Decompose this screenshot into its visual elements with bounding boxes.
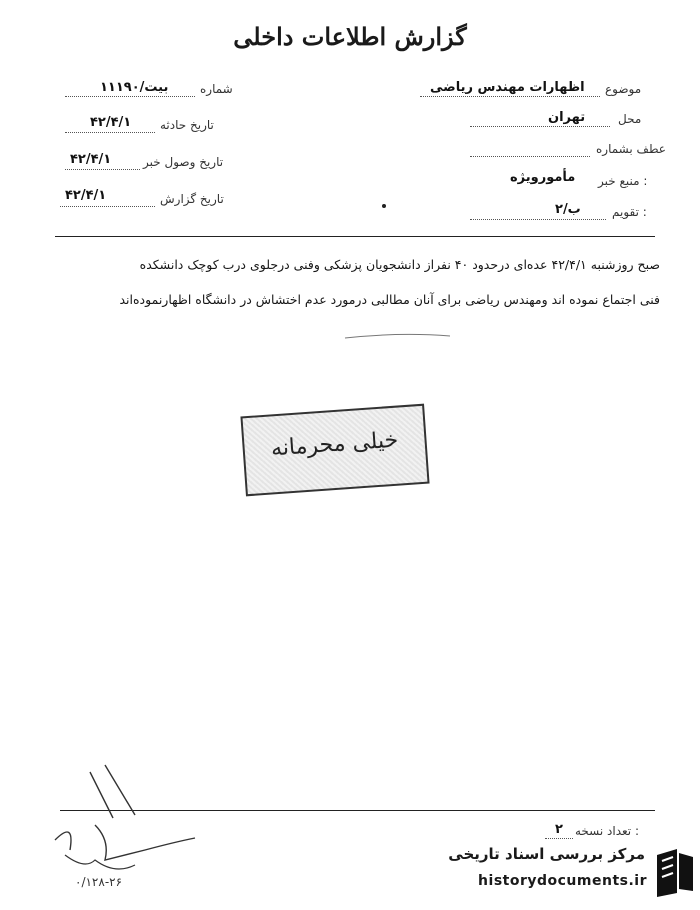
header-divider: [55, 236, 655, 237]
incident-date-dotline: [65, 132, 155, 133]
copies-value: ۲: [555, 822, 563, 837]
body-line-2: فنی اجتماع نموده اند ومهندس ریاضی برای آنان مطالبی درمورد عدم اختشاش در دانشگاه اظهارنموده‌اند: [119, 292, 660, 307]
report-date-dotline: [60, 206, 155, 207]
report-date-label: تاریخ گزارش: [160, 192, 224, 206]
number-value: ۱۱۱۹۰/بیت: [100, 80, 169, 95]
footer-org-name: مرکز بررسی اسناد تاریخی: [448, 845, 645, 863]
location-value: تهران: [548, 110, 586, 125]
body-line-1: صبح روزشنبه ۴۲/۴/۱ عده‌ای درحدود ۴۰ نفراز دانشجویان پزشکی وفنی درجلوی درب کوچک دانشکده: [139, 257, 660, 272]
report-title: گزارش اطلاعات داخلی: [233, 22, 467, 51]
copies-label: تعداد نسخه :: [575, 824, 640, 838]
handwritten-signature-icon: [35, 760, 235, 900]
number-label: شماره: [200, 82, 233, 96]
receipt-date-value: ۴۲/۴/۱: [70, 152, 112, 167]
receipt-date-label: تاریخ وصول خبر: [143, 155, 224, 169]
evaluation-value: ب/۲: [555, 202, 581, 217]
evaluation-label: تقویم :: [612, 205, 647, 219]
source-label: منبع خبر :: [598, 174, 648, 188]
evaluation-dotline: [470, 219, 606, 220]
source-value: مأمورویژه: [510, 170, 576, 185]
location-label: محل: [618, 112, 642, 126]
report-date-value: ۴۲/۴/۱: [65, 188, 107, 203]
pencil-underline: [0, 320, 700, 360]
receipt-date-dotline: [65, 169, 140, 170]
location-dotline: [470, 126, 610, 127]
number-dotline: [65, 96, 195, 97]
reference-label: عطف بشماره: [596, 142, 666, 156]
incident-date-value: ۴۲/۴/۱: [90, 115, 132, 130]
copies-dotline: [545, 838, 573, 839]
reference-dotline: [470, 156, 590, 157]
stamp-text: خیلی محرمانه: [270, 427, 400, 462]
footer-url: historydocuments.ir: [478, 873, 647, 889]
ink-dot: [382, 204, 386, 208]
incident-date-label: تاریخ حادثه: [160, 118, 214, 132]
archive-number: ۰/۱۲۸-۲۶: [75, 875, 123, 889]
subject-dotline: [420, 96, 600, 97]
book-logo-icon: [653, 847, 695, 899]
subject-value: اظهارات مهندس ریاضی: [430, 80, 585, 95]
archive-logo: [410, 843, 695, 903]
confidential-stamp: [240, 404, 429, 497]
subject-label: موضوع: [605, 82, 642, 96]
